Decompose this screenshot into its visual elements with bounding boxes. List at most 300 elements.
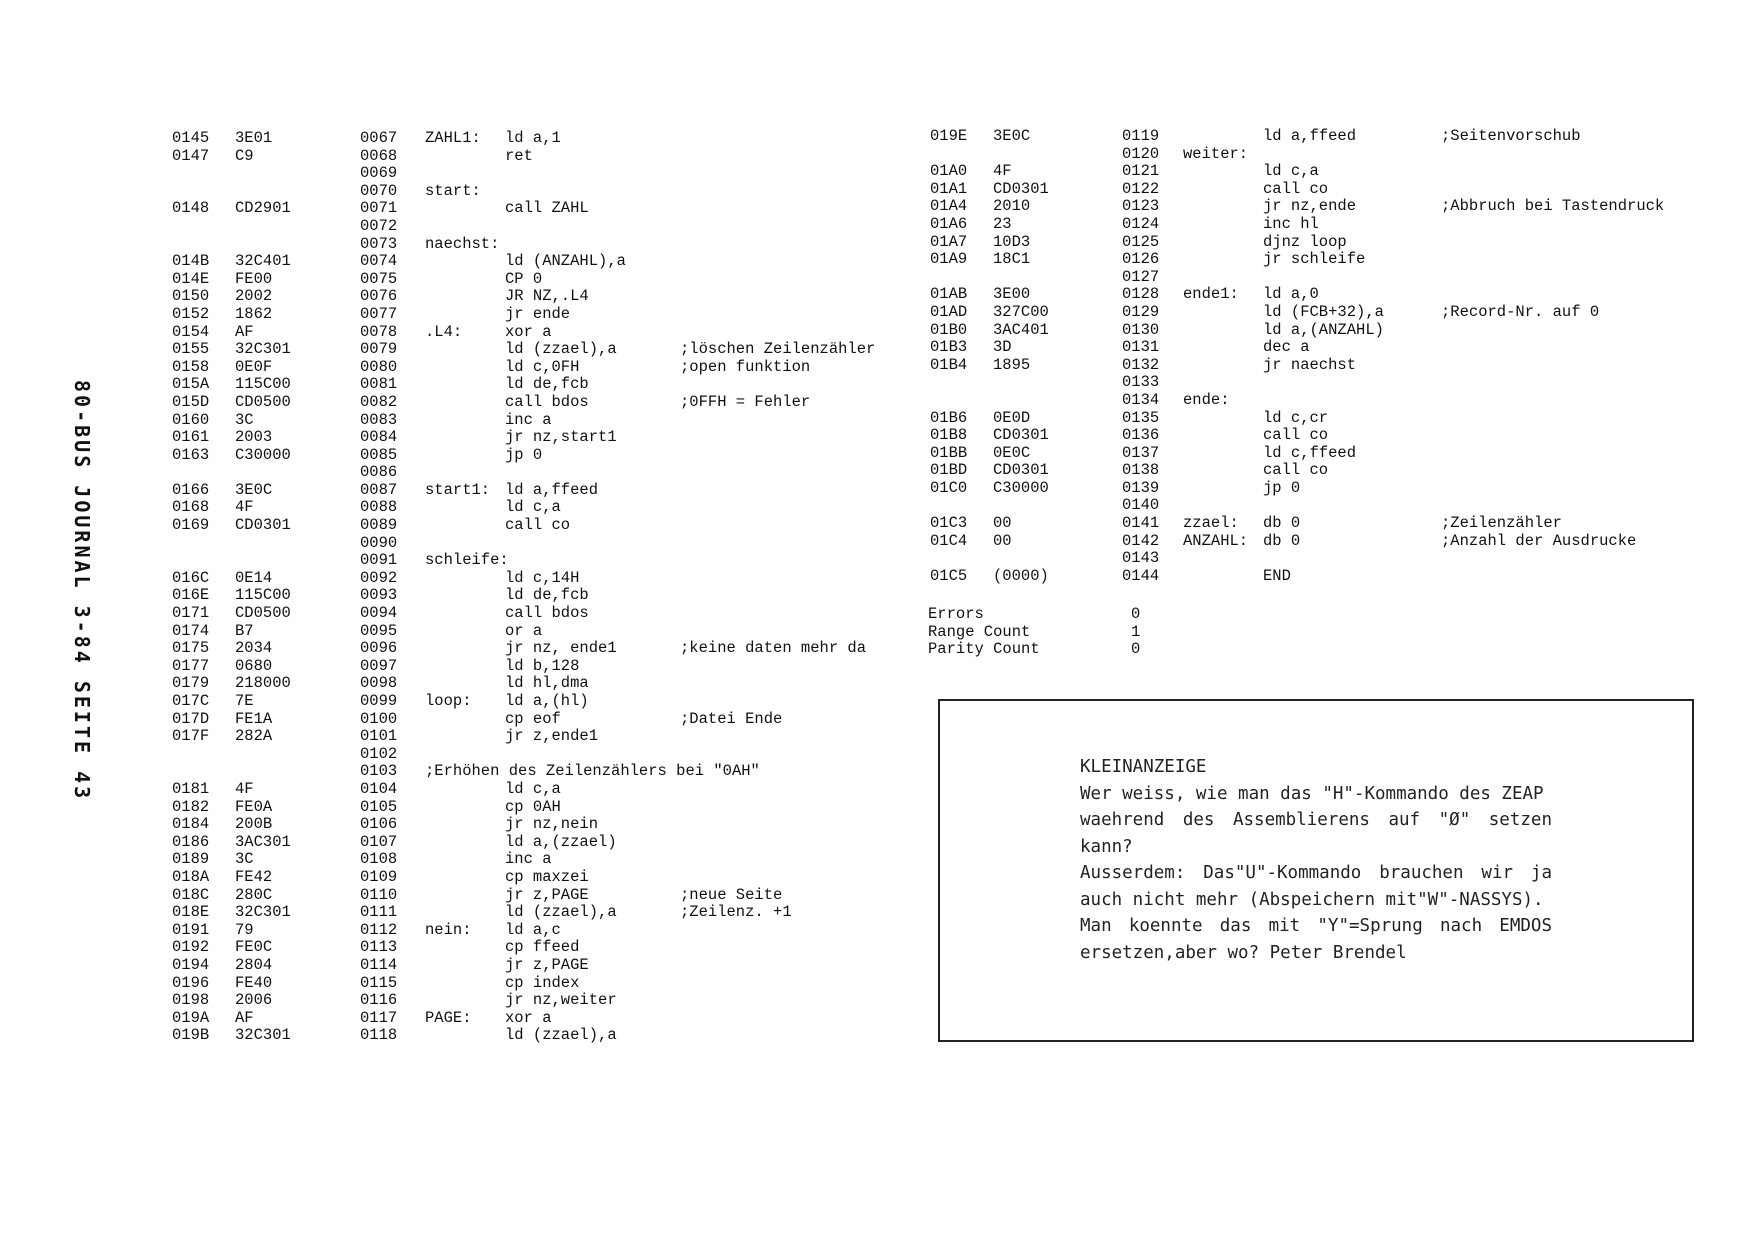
listing-line-number: 0094 bbox=[360, 604, 398, 623]
listing-address: 0155 bbox=[172, 340, 210, 359]
listing-line-number: 0112 bbox=[360, 920, 398, 939]
listing-line-number: 0082 bbox=[360, 392, 398, 411]
statistics-value: 0 bbox=[1131, 605, 1141, 623]
listing-label: start: bbox=[425, 181, 481, 200]
listing-label: ANZAHL: bbox=[1183, 531, 1249, 550]
listing-line-number: 0069 bbox=[360, 164, 398, 183]
listing-machine-code: CD2901 bbox=[235, 199, 291, 218]
listing-machine-code: 115C00 bbox=[235, 586, 291, 605]
listing-line-number: 0119 bbox=[1122, 127, 1160, 145]
listing-machine-code: 18C1 bbox=[993, 250, 1031, 269]
listing-instruction: jp 0 bbox=[1263, 478, 1301, 497]
listing-instruction: call co bbox=[1263, 461, 1329, 480]
listing-label: ende: bbox=[1183, 390, 1230, 409]
listing-machine-code: 32C401 bbox=[235, 252, 291, 271]
listing-address: 0174 bbox=[172, 621, 210, 640]
listing-line-number: 0088 bbox=[360, 498, 398, 517]
listing-line-number: 0077 bbox=[360, 304, 398, 323]
listing-address: 017C bbox=[172, 692, 210, 710]
listing-address: 01AB bbox=[930, 285, 968, 304]
listing-instruction: inc a bbox=[505, 410, 552, 429]
listing-line-number: 0068 bbox=[360, 146, 398, 165]
listing-instruction: jr ende bbox=[505, 304, 571, 323]
listing-label: start1: bbox=[425, 480, 491, 499]
listing-instruction: END bbox=[1263, 566, 1291, 585]
listing-machine-code: 3C bbox=[235, 410, 254, 429]
listing-instruction: inc hl bbox=[1263, 214, 1319, 233]
listing-address: 0182 bbox=[172, 797, 210, 816]
listing-instruction: jr nz, ende1 bbox=[505, 639, 617, 658]
listing-machine-code: FE0C bbox=[235, 938, 273, 957]
listing-address: 0196 bbox=[172, 973, 210, 992]
listing-machine-code: 0E0F bbox=[235, 357, 273, 376]
listing-instruction: ld (zzael),a bbox=[505, 1026, 617, 1045]
listing-machine-code: CD0301 bbox=[993, 461, 1049, 480]
statistics-value: 0 bbox=[1131, 640, 1141, 659]
listing-instruction: call bdos bbox=[505, 604, 589, 623]
listing-line-number: 0083 bbox=[360, 410, 398, 429]
listing-machine-code: 3E0C bbox=[993, 127, 1031, 145]
listing-line-number: 0133 bbox=[1122, 373, 1160, 392]
listing-machine-code: 280C bbox=[235, 885, 273, 904]
listing-instruction: call co bbox=[1263, 426, 1329, 445]
listing-instruction: jr nz,nein bbox=[505, 815, 599, 834]
listing-instruction: ld hl,dma bbox=[505, 674, 589, 693]
classified-ad-line: kann? bbox=[1080, 836, 1133, 857]
listing-label: nein: bbox=[425, 920, 472, 939]
listing-machine-code: 0E0C bbox=[993, 443, 1031, 462]
listing-machine-code: 32C301 bbox=[235, 340, 291, 359]
journal-side-caption: 80-BUS JOURNAL 3-84 SEITE 43 bbox=[70, 380, 94, 802]
listing-address: 0198 bbox=[172, 991, 210, 1010]
listing-line-number: 0129 bbox=[1122, 302, 1160, 321]
listing-label: loop: bbox=[425, 692, 472, 710]
listing-machine-code: C30000 bbox=[235, 445, 291, 464]
listing-line-number: 0107 bbox=[360, 832, 398, 851]
listing-machine-code: 32C301 bbox=[235, 903, 291, 922]
listing-line-number: 0100 bbox=[360, 709, 398, 728]
listing-address: 01A1 bbox=[930, 179, 968, 198]
listing-machine-code: 7E bbox=[235, 692, 254, 710]
listing-label: naechst: bbox=[425, 234, 500, 253]
listing-line-number: 0079 bbox=[360, 340, 398, 359]
listing-address: 0181 bbox=[172, 779, 210, 798]
listing-line-number: 0084 bbox=[360, 428, 398, 447]
listing-address: 0184 bbox=[172, 815, 210, 834]
listing-line-number: 0115 bbox=[360, 973, 398, 992]
listing-instruction: ld c,14H bbox=[505, 568, 580, 587]
listing-line-number: 0139 bbox=[1122, 478, 1160, 497]
listing-address: 01BD bbox=[930, 461, 968, 480]
classified-ad-title: KLEINANZEIGE bbox=[1080, 757, 1207, 777]
listing-line-number: 0078 bbox=[360, 322, 398, 341]
listing-address: 01BB bbox=[930, 443, 968, 462]
statistics-label: Range Count bbox=[928, 622, 1031, 641]
listing-machine-code: 2804 bbox=[235, 955, 273, 974]
listing-instruction: call co bbox=[1263, 179, 1329, 198]
listing-line-number: 0117 bbox=[360, 1008, 398, 1027]
listing-instruction: db 0 bbox=[1263, 514, 1301, 533]
listing-address: 0160 bbox=[172, 410, 210, 429]
listing-address: 019E bbox=[930, 127, 968, 145]
listing-instruction: jr z,PAGE bbox=[505, 885, 589, 904]
listing-instruction: jr nz,start1 bbox=[505, 428, 617, 447]
listing-machine-code: 200B bbox=[235, 815, 273, 834]
listing-machine-code: 4F bbox=[235, 779, 254, 798]
listing-machine-code: C30000 bbox=[993, 478, 1049, 497]
listing-label: ZAHL1: bbox=[425, 129, 481, 147]
listing-comment: ;Record-Nr. auf 0 bbox=[1441, 302, 1600, 321]
listing-instruction: inc a bbox=[505, 850, 552, 869]
listing-instruction: ld a,ffeed bbox=[1263, 127, 1357, 145]
classified-ad-text bbox=[1080, 754, 1570, 966]
listing-machine-code: C9 bbox=[235, 146, 254, 165]
listing-line-number: 0136 bbox=[1122, 426, 1160, 445]
listing-comment: ;Abbruch bei Tastendruck bbox=[1441, 197, 1665, 216]
listing-machine-code: AF bbox=[235, 1008, 254, 1027]
listing-instruction: or a bbox=[505, 621, 543, 640]
listing-line-number: 0130 bbox=[1122, 320, 1160, 339]
listing-instruction: xor a bbox=[505, 322, 552, 341]
listing-line-number: 0089 bbox=[360, 516, 398, 535]
listing-machine-code: 0680 bbox=[235, 656, 273, 675]
listing-address: 01B4 bbox=[930, 355, 968, 374]
listing-machine-code: 23 bbox=[993, 214, 1012, 233]
listing-instruction: xor a bbox=[505, 1008, 552, 1027]
listing-instruction: cp 0AH bbox=[505, 797, 561, 816]
listing-address: 0177 bbox=[172, 656, 210, 675]
listing-machine-code: FE0A bbox=[235, 797, 273, 816]
listing-line-number: 0144 bbox=[1122, 566, 1160, 585]
classified-ad-line: Ausserdem: Das"U"-Kommando brauchen wir ja bbox=[1080, 863, 1552, 883]
listing-line-number: 0096 bbox=[360, 639, 398, 658]
listing-line-number: 0120 bbox=[1122, 144, 1160, 163]
listing-line-number: 0127 bbox=[1122, 267, 1160, 286]
listing-address: 01A4 bbox=[930, 197, 968, 216]
listing-machine-code: B7 bbox=[235, 621, 254, 640]
listing-machine-code: 115C00 bbox=[235, 375, 291, 394]
listing-line-number: 0105 bbox=[360, 797, 398, 816]
listing-address: 018A bbox=[172, 867, 210, 886]
listing-comment: ;keine daten mehr da bbox=[680, 639, 867, 658]
listing-line-number: 0118 bbox=[360, 1026, 398, 1045]
listing-instruction: call bdos bbox=[505, 392, 589, 411]
listing-address: 01B8 bbox=[930, 426, 968, 445]
listing-machine-code: 4F bbox=[993, 162, 1012, 181]
classified-ad-line: Wer weiss, wie man das "H"-Kommando des ZEAP bbox=[1080, 783, 1544, 804]
listing-line-number: 0131 bbox=[1122, 338, 1160, 357]
listing-address: 0192 bbox=[172, 938, 210, 957]
listing-comment: ;0FFH = Fehler bbox=[680, 392, 811, 411]
listing-line-number: 0102 bbox=[360, 744, 398, 763]
listing-machine-code: 327C00 bbox=[993, 302, 1049, 321]
listing-address: 018C bbox=[172, 885, 210, 904]
listing-comment: ;Zeilenz. +1 bbox=[680, 903, 792, 922]
listing-address: 0150 bbox=[172, 287, 210, 306]
listing-instruction: ld c,0FH bbox=[505, 357, 580, 376]
listing-line-number: 0080 bbox=[360, 357, 398, 376]
listing-machine-code: 00 bbox=[993, 531, 1012, 550]
listing-address: 01A6 bbox=[930, 214, 968, 233]
listing-machine-code: 1895 bbox=[993, 355, 1031, 374]
listing-line-number: 0095 bbox=[360, 621, 398, 640]
listing-machine-code: 3C bbox=[235, 850, 254, 869]
listing-address: 015A bbox=[172, 375, 210, 394]
listing-machine-code: 218000 bbox=[235, 674, 291, 693]
listing-machine-code: 2034 bbox=[235, 639, 273, 658]
listing-address: 017F bbox=[172, 727, 210, 746]
listing-line-number: 0114 bbox=[360, 955, 398, 974]
listing-address: 01AD bbox=[930, 302, 968, 321]
statistics-label: Parity Count bbox=[928, 640, 1040, 659]
listing-instruction: cp maxzei bbox=[505, 867, 589, 886]
listing-machine-code: 3AC401 bbox=[993, 320, 1049, 339]
listing-line-number: 0070 bbox=[360, 181, 398, 200]
listing-machine-code: 2003 bbox=[235, 428, 273, 447]
listing-address: 01C0 bbox=[930, 478, 968, 497]
listing-machine-code: CD0301 bbox=[993, 426, 1049, 445]
listing-address: 01B3 bbox=[930, 338, 968, 357]
listing-line-number: 0067 bbox=[360, 129, 398, 147]
listing-instruction: ld (FCB+32),a bbox=[1263, 302, 1384, 321]
listing-address: 014B bbox=[172, 252, 210, 271]
listing-address: 01C5 bbox=[930, 566, 968, 585]
listing-instruction: ld (ANZAHL),a bbox=[505, 252, 626, 271]
listing-line-number: 0128 bbox=[1122, 285, 1160, 304]
listing-address: 0191 bbox=[172, 920, 210, 939]
listing-line-number: 0071 bbox=[360, 199, 398, 218]
listing-instruction: ld (zzael),a bbox=[505, 903, 617, 922]
listing-machine-code: 3E01 bbox=[235, 129, 273, 147]
listing-address: 0158 bbox=[172, 357, 210, 376]
listing-machine-code: 00 bbox=[993, 514, 1012, 533]
listing-line-number: 0126 bbox=[1122, 250, 1160, 269]
listing-machine-code: 0E0D bbox=[993, 408, 1031, 427]
listing-line-number: 0110 bbox=[360, 885, 398, 904]
listing-instruction: ld c,ffeed bbox=[1263, 443, 1357, 462]
listing-line-number: 0122 bbox=[1122, 179, 1160, 198]
listing-instruction: ld c,a bbox=[1263, 162, 1319, 181]
listing-comment: ;Seitenvorschub bbox=[1441, 127, 1581, 145]
listing-line-number: 0111 bbox=[360, 903, 398, 922]
listing-line-number: 0086 bbox=[360, 463, 398, 482]
listing-comment: ;Anzahl der Ausdrucke bbox=[1441, 531, 1637, 550]
listing-instruction: ld de,fcb bbox=[505, 375, 589, 394]
listing-instruction: cp ffeed bbox=[505, 938, 580, 957]
listing-line-number: 0101 bbox=[360, 727, 398, 746]
listing-line-number: 0091 bbox=[360, 551, 398, 570]
listing-address: 016E bbox=[172, 586, 210, 605]
listing-line-number: 0090 bbox=[360, 533, 398, 552]
listing-address: 0169 bbox=[172, 516, 210, 535]
listing-instruction: ld b,128 bbox=[505, 656, 580, 675]
listing-address: 01B6 bbox=[930, 408, 968, 427]
listing-comment: ;Zeilenzähler bbox=[1441, 514, 1562, 533]
listing-label: zzael: bbox=[1183, 514, 1239, 533]
statistics-value: 1 bbox=[1131, 622, 1141, 641]
listing-instruction: ld c,a bbox=[505, 779, 561, 798]
listing-machine-code: 3E0C bbox=[235, 480, 273, 499]
listing-line-number: 0124 bbox=[1122, 214, 1160, 233]
listing-line-number: 0140 bbox=[1122, 496, 1160, 515]
listing-instruction: jr nz,weiter bbox=[505, 991, 617, 1010]
listing-label: ende1: bbox=[1183, 285, 1239, 304]
listing-machine-code: 2002 bbox=[235, 287, 273, 306]
listing-instruction: jr naechst bbox=[1263, 355, 1357, 374]
classified-ad-box bbox=[938, 699, 1694, 1042]
listing-instruction: jr z,PAGE bbox=[505, 955, 589, 974]
listing-instruction: jp 0 bbox=[505, 445, 543, 464]
classified-ad-line: Man koennte das mit "Y"=Sprung nach EMDOS bbox=[1080, 916, 1552, 936]
listing-address: 0163 bbox=[172, 445, 210, 464]
listing-instruction: dec a bbox=[1263, 338, 1310, 357]
listing-instruction: ld c,cr bbox=[1263, 408, 1329, 427]
listing-instruction: ld a,(zzael) bbox=[505, 832, 617, 851]
listing-comment: ;löschen Zeilenzähler bbox=[680, 340, 876, 359]
listing-address: 0168 bbox=[172, 498, 210, 517]
listing-machine-code: FE42 bbox=[235, 867, 273, 886]
listing-instruction: CP 0 bbox=[505, 269, 543, 288]
listing-machine-code: CD0500 bbox=[235, 604, 291, 623]
listing-address: 0152 bbox=[172, 304, 210, 323]
listing-address: 0161 bbox=[172, 428, 210, 447]
listing-comment: ;open funktion bbox=[680, 357, 811, 376]
listing-line-number: 0138 bbox=[1122, 461, 1160, 480]
listing-label: ;Erhöhen des Zeilenzählers bei "0AH" bbox=[425, 762, 760, 781]
listing-line-number: 0116 bbox=[360, 991, 398, 1010]
listing-address: 019A bbox=[172, 1008, 210, 1027]
listing-line-number: 0108 bbox=[360, 850, 398, 869]
listing-line-number: 0075 bbox=[360, 269, 398, 288]
listing-instruction: ld c,a bbox=[505, 498, 561, 517]
listing-instruction: ld a,ffeed bbox=[505, 480, 599, 499]
listing-line-number: 0134 bbox=[1122, 390, 1160, 409]
listing-line-number: 0113 bbox=[360, 938, 398, 957]
listing-machine-code: 3E00 bbox=[993, 285, 1031, 304]
listing-comment: ;neue Seite bbox=[680, 885, 783, 904]
listing-machine-code: FE40 bbox=[235, 973, 273, 992]
listing-instruction: ld a,c bbox=[505, 920, 561, 939]
listing-address: 0166 bbox=[172, 480, 210, 499]
listing-line-number: 0104 bbox=[360, 779, 398, 798]
listing-machine-code: 0E14 bbox=[235, 568, 273, 587]
listing-address: 0189 bbox=[172, 850, 210, 869]
listing-address: 016C bbox=[172, 568, 210, 587]
listing-address: 0148 bbox=[172, 199, 210, 218]
listing-machine-code: AF bbox=[235, 322, 254, 341]
listing-line-number: 0109 bbox=[360, 867, 398, 886]
listing-comment: ;Datei Ende bbox=[680, 709, 783, 728]
listing-machine-code: 3D bbox=[993, 338, 1012, 357]
listing-line-number: 0092 bbox=[360, 568, 398, 587]
listing-instruction: JR NZ,.L4 bbox=[505, 287, 589, 306]
listing-instruction: jr schleife bbox=[1263, 250, 1366, 269]
listing-address: 01C3 bbox=[930, 514, 968, 533]
listing-machine-code: 4F bbox=[235, 498, 254, 517]
listing-label: .L4: bbox=[425, 322, 463, 341]
listing-instruction: cp index bbox=[505, 973, 580, 992]
listing-line-number: 0085 bbox=[360, 445, 398, 464]
listing-line-number: 0073 bbox=[360, 234, 398, 253]
listing-instruction: ld a,(ANZAHL) bbox=[1263, 320, 1384, 339]
listing-address: 0145 bbox=[172, 129, 210, 147]
listing-line-number: 0125 bbox=[1122, 232, 1160, 251]
listing-address: 018E bbox=[172, 903, 210, 922]
listing-line-number: 0076 bbox=[360, 287, 398, 306]
listing-instruction: ld a,0 bbox=[1263, 285, 1319, 304]
listing-label: weiter: bbox=[1183, 144, 1249, 163]
listing-address: 0179 bbox=[172, 674, 210, 693]
listing-line-number: 0103 bbox=[360, 762, 398, 781]
listing-machine-code: CD0301 bbox=[993, 179, 1049, 198]
listing-address: 0171 bbox=[172, 604, 210, 623]
listing-instruction: jr z,ende1 bbox=[505, 727, 599, 746]
listing-address: 01A0 bbox=[930, 162, 968, 181]
listing-line-number: 0142 bbox=[1122, 531, 1160, 550]
listing-instruction: jr nz,ende bbox=[1263, 197, 1357, 216]
listing-address: 0147 bbox=[172, 146, 210, 165]
classified-ad-line: ersetzen,aber wo? Peter Brendel bbox=[1080, 942, 1407, 963]
listing-machine-code: CD0301 bbox=[235, 516, 291, 535]
listing-line-number: 0121 bbox=[1122, 162, 1160, 181]
listing-address: 0194 bbox=[172, 955, 210, 974]
listing-machine-code: 2010 bbox=[993, 197, 1031, 216]
listing-address: 017D bbox=[172, 709, 210, 728]
listing-machine-code: 2006 bbox=[235, 991, 273, 1010]
listing-line-number: 0099 bbox=[360, 692, 398, 710]
listing-instruction: ld de,fcb bbox=[505, 586, 589, 605]
listing-address: 019B bbox=[172, 1026, 210, 1045]
listing-machine-code: CD0500 bbox=[235, 392, 291, 411]
listing-address: 014E bbox=[172, 269, 210, 288]
listing-address: 0175 bbox=[172, 639, 210, 658]
listing-line-number: 0097 bbox=[360, 656, 398, 675]
listing-line-number: 0072 bbox=[360, 216, 398, 235]
listing-machine-code: 3AC301 bbox=[235, 832, 291, 851]
listing-instruction: call co bbox=[505, 516, 571, 535]
listing-line-number: 0123 bbox=[1122, 197, 1160, 216]
listing-machine-code: 79 bbox=[235, 920, 254, 939]
listing-label: PAGE: bbox=[425, 1008, 472, 1027]
listing-machine-code: FE1A bbox=[235, 709, 273, 728]
listing-address: 01A7 bbox=[930, 232, 968, 251]
listing-line-number: 0098 bbox=[360, 674, 398, 693]
classified-ad-line: waehrend des Assemblierens auf "Ø" setzen bbox=[1080, 810, 1552, 830]
listing-instruction: ld a,1 bbox=[505, 129, 561, 147]
listing-machine-code: (0000) bbox=[993, 566, 1049, 585]
listing-machine-code: 1862 bbox=[235, 304, 273, 323]
listing-line-number: 0132 bbox=[1122, 355, 1160, 374]
listing-address: 01A9 bbox=[930, 250, 968, 269]
listing-instruction: ld a,(hl) bbox=[505, 692, 589, 710]
listing-instruction: ld (zzael),a bbox=[505, 340, 617, 359]
listing-address: 0154 bbox=[172, 322, 210, 341]
listing-line-number: 0093 bbox=[360, 586, 398, 605]
listing-instruction: djnz loop bbox=[1263, 232, 1347, 251]
classified-ad-line: auch nicht mehr (Abspeichern mit"W"-NASSYS). bbox=[1080, 889, 1544, 910]
listing-address: 0186 bbox=[172, 832, 210, 851]
listing-line-number: 0081 bbox=[360, 375, 398, 394]
listing-line-number: 0141 bbox=[1122, 514, 1160, 533]
listing-line-number: 0087 bbox=[360, 480, 398, 499]
listing-line-number: 0106 bbox=[360, 815, 398, 834]
listing-address: 01B0 bbox=[930, 320, 968, 339]
listing-line-number: 0143 bbox=[1122, 549, 1160, 568]
listing-machine-code: 282A bbox=[235, 727, 273, 746]
listing-instruction: cp eof bbox=[505, 709, 561, 728]
listing-machine-code: 32C301 bbox=[235, 1026, 291, 1045]
listing-machine-code: 10D3 bbox=[993, 232, 1031, 251]
